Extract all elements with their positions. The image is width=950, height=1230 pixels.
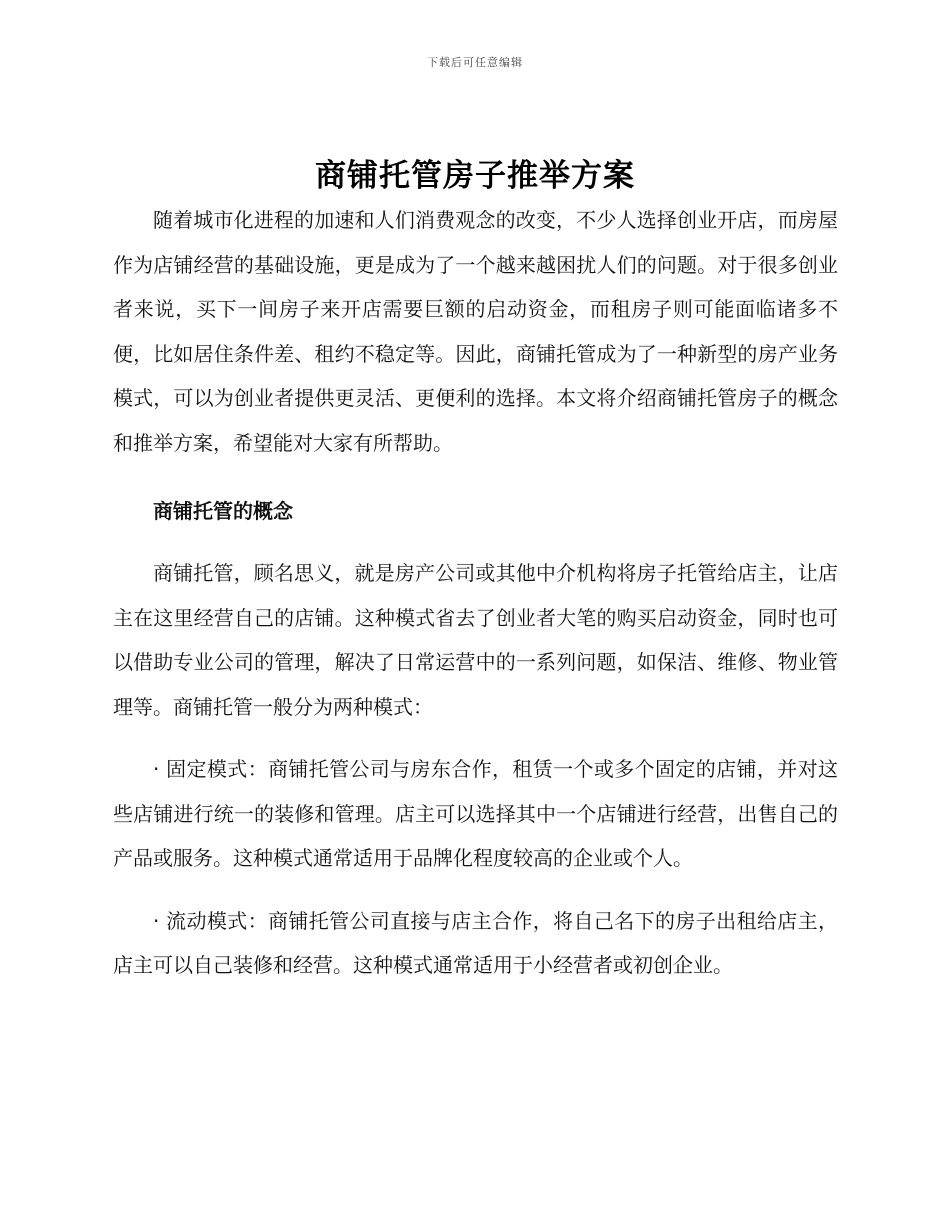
document-title: 商铺托管房子推举方案: [315, 158, 635, 194]
header-note: 下载后可任意编辑: [427, 56, 523, 69]
document-body: [113, 198, 838, 988]
bullet-fixed-mode: · 固定模式：商铺托管公司与房东合作，租赁一个或多个固定的店铺，并对这些店铺进行统一的装修和管理。店主可以选择其中一个店铺进行经营，出售自己的产品或服务。这种模式通常适用于品牌化程度较高的企业或个人。: [113, 757, 838, 870]
bullet-mobile-mode: · 流动模式：商铺托管公司直接与店主合作，将自己名下的房子出租给店主，店主可以自己装修和经营。这种模式通常适用于小经营者或初创企业。: [113, 908, 838, 977]
intro-paragraph: 随着城市化进程的加速和人们消费观念的改变，不少人选择创业开店，而房屋作为店铺经营的基础设施，更是成为了一个越来越困扰人们的问题。对于很多创业者来说，买下一间房子来开店需要巨额的启动资金，而租房子则可能面临诸多不便，比如居住条件差、租约不稳定等。因此，商铺托管成为了一种新型的房产业务模式，可以为创业者提供更灵活、更便利的选择。本文将介绍商铺托管房子的概念和推举方案，希望能对大家有所帮助。: [113, 208, 838, 455]
section-heading-concept: 商铺托管的概念: [153, 499, 293, 523]
concept-paragraph: 商铺托管，顾名思义，就是房产公司或其他中介机构将房子托管给店主，让店主在这里经营自己的店铺。这种模式省去了创业者大笔的购买启动资金，同时也可以借助专业公司的管理，解决了日常运营中的一系列问题，如保洁、维修、物业管理等。商铺托管一般分为两种模式：: [113, 561, 838, 719]
